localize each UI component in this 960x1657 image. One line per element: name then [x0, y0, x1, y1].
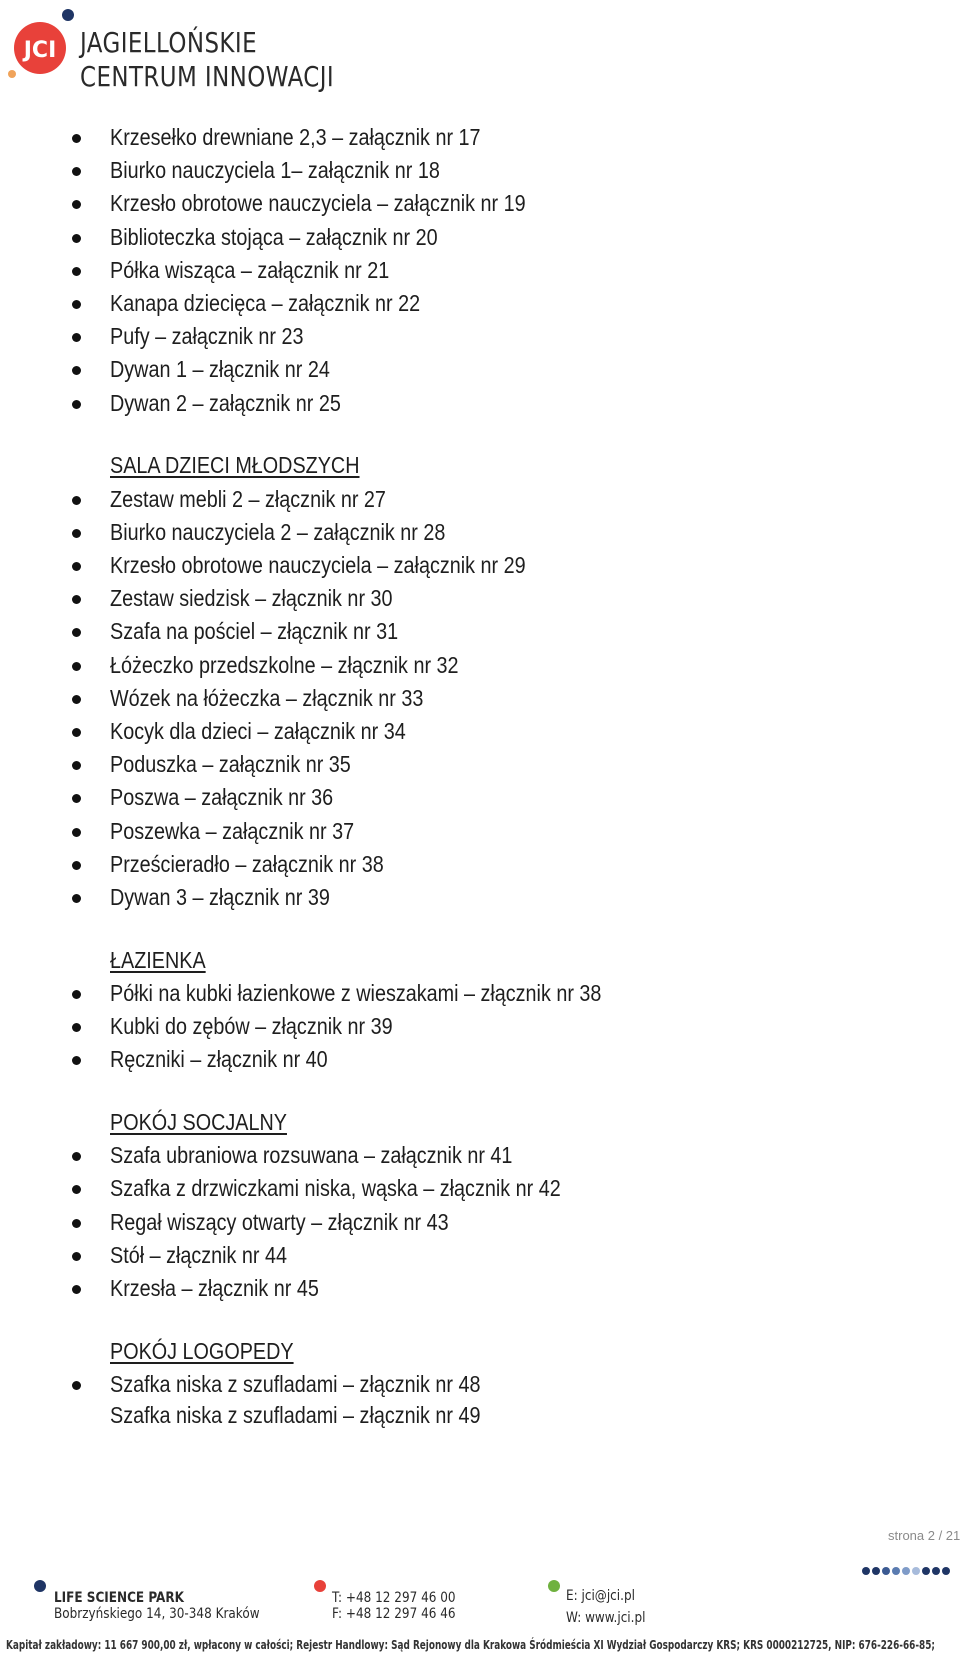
bullet-icon: [72, 1219, 81, 1228]
bullet-icon: [72, 1285, 81, 1294]
phone: T: +48 12 297 46 00: [332, 1590, 456, 1606]
list-item-text: Kubki do zębów – złącznik nr 39: [110, 1013, 393, 1039]
list-item-text: Dywan 3 – złącznik nr 39: [110, 883, 330, 910]
list-item: [0, 482, 900, 516]
bullet-icon: [72, 1381, 81, 1390]
list-item: [0, 548, 900, 582]
list-item-text: Krzesełko drewniane 2,3 – załącznik nr 17: [110, 124, 481, 150]
list-item: [0, 614, 900, 648]
list-item: [0, 814, 900, 848]
bullet-icon: [72, 828, 81, 837]
bullet-icon: [72, 1023, 81, 1032]
list-item-text: Wózek na łóżeczka – złącznik nr 33: [110, 684, 424, 711]
green-dot-icon: [548, 1580, 560, 1592]
bullet-icon: [72, 167, 81, 176]
list-item: [0, 1042, 900, 1076]
bullet-icon: [72, 562, 81, 571]
list-item-text: Szafa ubraniowa rozsuwana – załącznik nr 41: [110, 1142, 513, 1169]
list-item: [0, 352, 900, 386]
list-item-text: Stół – złącznik nr 44: [110, 1241, 288, 1268]
list-item-text: Biurko nauczyciela 2 – załącznik nr 28: [110, 518, 446, 545]
list-item-text: Poduszka – załącznik nr 35: [110, 751, 351, 778]
bullet-icon: [72, 1252, 81, 1261]
org-name-line2: CENTRUM INNOWACJI: [80, 60, 335, 93]
bullet-icon: [72, 628, 81, 637]
list-item-text: Biurko nauczyciela 1– załącznik nr 18: [110, 157, 440, 184]
park-name: LIFE SCIENCE PARK: [54, 1590, 184, 1606]
list-item-text: Regał wiszący otwarty – złącznik nr 43: [110, 1208, 449, 1235]
section-heading-text: POKÓJ SOCJALNY: [110, 1108, 287, 1135]
list-item: [0, 714, 900, 748]
bullet-icon: [72, 300, 81, 309]
bullet-icon: [72, 861, 81, 870]
list-item: [0, 186, 900, 220]
bullet-icon: [72, 1152, 81, 1161]
list-item-text: Krzesło obrotowe nauczyciela – załącznik nr 19: [110, 190, 526, 217]
bullet-icon: [72, 234, 81, 243]
fax: F: +48 12 297 46 46: [332, 1606, 456, 1622]
section-heading-text: SALA DZIECI MŁODSZYCH: [110, 452, 360, 479]
list-item: [0, 681, 900, 715]
list-item: [0, 780, 900, 814]
section-heading: [0, 1334, 900, 1368]
list-item: [0, 253, 900, 287]
list-item-text: Szafka niska z szufladami – złącznik nr 49: [110, 1402, 481, 1428]
bullet-icon: [72, 894, 81, 903]
list-item: [0, 1171, 900, 1205]
list-item-text: Szafka niska z szufladami – złącznik nr 48: [110, 1370, 481, 1397]
bullet-icon: [72, 990, 81, 999]
list-item: [0, 153, 900, 187]
list-item-text: Dywan 1 – złącznik nr 24: [110, 356, 330, 383]
list-item-text: Szafka z drzwiczkami niska, wąska – złącznik nr 42: [110, 1175, 561, 1202]
list-item-text: Poszewka – załącznik nr 37: [110, 817, 355, 844]
list-item-text: Krzesła – złącznik nr 45: [110, 1274, 319, 1301]
section-heading: [0, 448, 900, 482]
list-item-text: Ręczniki – złącznik nr 40: [110, 1046, 328, 1073]
bullet-icon: [72, 761, 81, 770]
list-item: [0, 1271, 900, 1305]
bullet-icon: [72, 728, 81, 737]
list-item-text: Prześcieradło – załącznik nr 38: [110, 850, 384, 877]
list-item: [0, 515, 900, 549]
website: W: www.jci.pl: [566, 1610, 646, 1626]
list-item-text: Szafa na pościel – złącznik nr 31: [110, 618, 399, 645]
list-item: [0, 1238, 900, 1272]
list-item-text: Półki na kubki łazienkowe z wieszakami – złącznik nr 38: [110, 979, 602, 1006]
list-item-text: Dywan 2 – załącznik nr 25: [110, 389, 341, 416]
decorative-dots-icon: [860, 1564, 956, 1578]
section-heading: [0, 943, 900, 977]
page-number: strona 2 / 21: [888, 1528, 960, 1543]
bullet-icon: [72, 529, 81, 538]
list-item: [0, 648, 900, 682]
list-item: [0, 976, 900, 1010]
bullet-icon: [72, 366, 81, 375]
section-heading-text: POKÓJ LOGOPEDY: [110, 1337, 294, 1364]
list-item: [0, 386, 900, 420]
bullet-icon: [72, 333, 81, 342]
list-item: [0, 1138, 900, 1172]
org-name-line1: JAGIELLOŃSKIE: [80, 26, 257, 59]
list-item-text: Zestaw siedzisk – złącznik nr 30: [110, 585, 393, 612]
list-item-text: Półka wisząca – załącznik nr 21: [110, 256, 390, 283]
page-header: [0, 0, 960, 110]
list-item: [0, 286, 900, 320]
list-item: [0, 319, 900, 353]
bullet-icon: [72, 200, 81, 209]
org-name: [80, 26, 334, 94]
list-item: [0, 1205, 900, 1239]
bullet-icon: [72, 400, 81, 409]
list-item: [0, 880, 900, 914]
list-item-text: Zestaw mebli 2 – złącznik nr 27: [110, 485, 386, 512]
bullet-icon: [72, 134, 81, 143]
section-heading: [0, 1105, 900, 1139]
navy-dot-icon: [34, 1580, 46, 1592]
jci-logo-icon: [4, 4, 80, 82]
list-item: [0, 220, 900, 254]
list-item: [0, 747, 900, 781]
bullet-icon: [72, 1056, 81, 1065]
list-item: [0, 581, 900, 615]
bullet-icon: [72, 496, 81, 505]
bullet-icon: [72, 267, 81, 276]
list-item-text: Pufy – załącznik nr 23: [110, 323, 304, 350]
list-item: [0, 1367, 900, 1401]
list-item-text: Łóżeczko przedszkolne – złącznik nr 32: [110, 651, 459, 678]
legal-info: Kapitał zakładowy: 11 667 900,00 zł, wpłacony w całości; Rejestr Handlowy: Sąd Rejonowy dla Krakowa Śródmieścia XI Wydział Gospodarczy KRS; KRS 0000212725, NIP: 676-226-66-85;: [6, 1638, 935, 1652]
red-dot-icon: [314, 1580, 326, 1592]
list-item: [0, 120, 900, 154]
svg-text:JCI: JCI: [23, 38, 57, 63]
list-item-text: Poszwa – załącznik nr 36: [110, 784, 334, 811]
list-item-text: Krzesło obrotowe nauczyciela – załącznik nr 29: [110, 551, 526, 578]
list-item: [0, 1009, 900, 1043]
list-item-text: Kocyk dla dzieci – załącznik nr 34: [110, 717, 406, 744]
bullet-icon: [72, 1185, 81, 1194]
page-footer: [0, 1548, 960, 1657]
bullet-icon: [72, 662, 81, 671]
list-item: [0, 847, 900, 881]
bullet-icon: [72, 794, 81, 803]
email: E: jci@jci.pl: [566, 1588, 635, 1604]
list-item-text: Kanapa dziecięca – załącznik nr 22: [110, 290, 421, 316]
bullet-icon: [72, 595, 81, 604]
bullet-icon: [72, 695, 81, 704]
list-item: [0, 1398, 900, 1432]
list-item-text: Biblioteczka stojąca – załącznik nr 20: [110, 223, 438, 250]
section-heading-text: ŁAZIENKA: [110, 946, 206, 973]
address: Bobrzyńskiego 14, 30-348 Kraków: [54, 1606, 260, 1622]
